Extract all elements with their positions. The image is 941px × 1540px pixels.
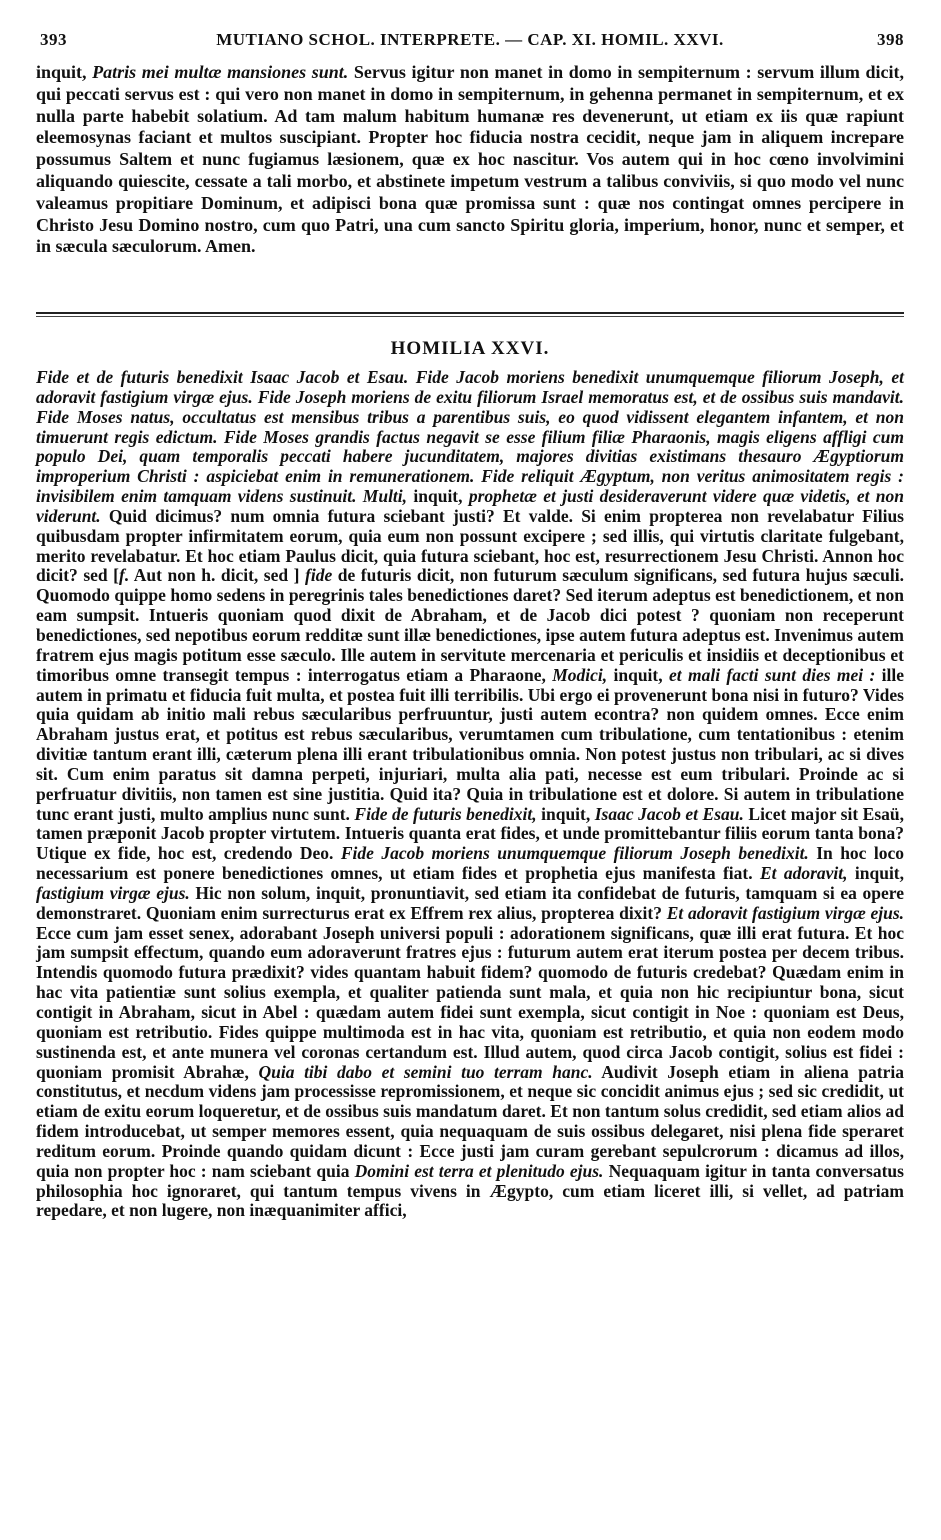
section-divider (36, 312, 904, 314)
section-divider-thin (36, 316, 904, 317)
page-number-left: 393 (40, 30, 67, 49)
running-header (36, 30, 904, 54)
page-number-right: 398 (877, 30, 904, 49)
previous-homily-ending: inquit, Patris mei multæ mansiones sunt. Servus igitur non manet in domo in sempiternum : servum illum dicit, qui peccati servus est : qui vero non manet in domo in sempiternum, in gehenna permanet in sempiternum, et ex nulla parte habebit solatium. Ad tam malum habitum humanæ res devenerunt, ut etiam ex iis quæ rapiunt eleemosynas faciant et multos suscipiant. Propter hoc fiducia nostra cecidit, neque jam in aliquem increpare possumus Saltem et nunc fugiamus læsionem, quæ ex hoc nascitur. Vos autem qui in hoc cœno involvimini aliquando quiescite, cessate a tali morbo, et abstinete impetum vestrum a talibus conviviis, si quo modo vel nunc valeamus propitiare Dominum, et adipisci bona quæ promissa sunt : quæ nos contingat omnes percipere in Christo Jesu Domino nostro, cum quo Patri, una cum sancto Spiritu gloria, imperium, honor, nunc et semper, et in sæcula sæculorum. Amen. (36, 62, 905, 257)
homily-title: HOMILIA XXVI. (390, 338, 550, 359)
running-title: MUTIANO SCHOL. INTERPRETE. — CAP. XI. HOMIL. XXVI. (216, 30, 724, 49)
homily-body: Fide et de futuris benedixit Isaac Jacob et Esau. Fide Jacob moriens benedixit unumquemque filiorum Joseph, et adoravit fastigium virgæ ejus. Fide Joseph moriens de exitu filiorum Israel memoratus est, et de ossibus suis mandavit. Fide Moses natus, occultatus est mensibus tribus a parentibus suis, eo quod vidissent elegantem infantem, et non timuerunt regis edictum. Fide Moses grandis factus negavit se esse filium filiæ Pharaonis, magis eligens affligi cum populo Dei, quam temporalis peccati habere jucunditatem, majores divitias existimans thesauro Ægyptiorum improperium Christi : aspiciebat enim in remunerationem. Fide reliquit Ægyptum, non veritus animositatem regis : invisibilem enim tamquam videns sustinuit. Multi, inquit, prophetæ et justi desideraverunt videre quæ videtis, et non viderunt. Quid dicimus? num omnia futura sciebant justi? Et valde. Si enim propterea non revelabatur Filius quibusdam propter infirmitatem eorum, quia eum non possunt excipere ; sed illis, qui virtutis claritate fulgebant, merito revelabatur. Et hoc etiam Paulus dicit, quia futura sciebant, hoc est, resurrectionem Jesu Christi. Annon hoc dicit? sed [f. Aut non h. dicit, sed ] fide de futuris dicit, non futurum sæculum significans, sed futura hujus sæculi. Quomodo quippe homo sedens in peregrinis tales benedictiones daret? Sed iterum adeptus est benedictionem, et non eam sumpsit. Intueris quoniam quod dixit de Abraham, et de Jacob dici potest ? quoniam non receperunt benedictiones, sed nepotibus eorum redditæ sunt illæ benedictiones, ipse autem futura adeptus est. Invenimus autem fratrem ejus magis potitum esse sæculo. Ille autem in servitute mercenaria et periculis et insidiis et deceptionibus et timoribus omne transegit tempus : interrogatus etiam a Pharaone, Modici, inquit, et mali facti sunt dies mei : ille autem in primatu et fiducia fuit multa, et postea fuit illi terribilis. Ubi ergo ei provenerunt bona nisi in futuro? Vides quia quidam ab initio mali rebus sæcularibus perfruuntur, justi autem econtra? non quidem omnes. Ecce enim Abraham justus erat, et potitus est rebus sæcularibus, verumtamen cum tribulatione, cum tentationibus : etenim divitiæ tantum erant illi, cæterum plena illi erant tribulationibus omnia. Non potest justus non tribulari, ac si dives sit. Cum enim paratus sit damna perpeti, injuriari, multa alia pati, necesse est eum tribulari. Proinde ac si perfruatur divitiis, non tamen est sine justitia. Quid ita? Quia in tribulatione est et dolore. Si autem in tribulatione tunc erant justi, multo amplius nunc sunt. Fide de futuris benedixit, inquit, Isaac Jacob et Esau. Licet major sit Esaü, tamen præponit Jacob propter virtutem. Intueris quanta erat fides, et unde promittebantur filiis eorum tanta bona? Utique ex fide, hoc est, credendo Deo. Fide Jacob moriens unumquemque filiorum Joseph benedixit. In hoc loco necessarium est ponere benedictiones omnes, ut etiam fides et prophetia ejus manifesta fiat. Et adoravit, inquit, fastigium virgæ ejus. Hic non solum, inquit, pronuntiavit, sed etiam ita confidebat de futuris, tamquam si ea opere demonstraret. Quoniam enim surrecturus erat ex Effrem rex alius, propterea dixit? Et adoravit fastigium virgæ ejus. Ecce cum jam esset senex, adorabant Joseph universi populi : adorationem significans, quæ illi erat futura. Et hoc jam sumpsit effectum, quando eum adoraverunt fratres ejus : futurum autem erat iterum postea per decem tribus. Intendis quomodo futura prædixit? vides quantam habuit fidem? quomodo de futuris credebat? Quædam enim in hac vita patientiæ sunt solius exempla, et qualiter patienda sunt mala, et quia non hic recipiuntur bona, sicut contigit in Abraham, sicut in Abel : quædam autem fidei sunt exempla, sicut contigit in Noe : quoniam est Deus, quoniam est retributio. Fides quippe multimoda est in hac vita, quoniam est retributio, et quia non eodem modo sustinenda est, et ante munera vel coronas certandum est. Illud autem, quod circa Jacob contigit, solius est fidei : quoniam promisit Abrahæ, Quia tibi dabo et semini tuo terram hanc. Audivit Joseph etiam in aliena patria constitutus, et necdum videns jam processisse repromissionem, et neque sic concidit animus ejus ; sed sic credidit, ut etiam de exitu eorum loqueretur, et de ossibus suis mandatum daret. Et non tantum solus credidit, sed etiam alios ad fidem introducebat, ut semper memores essent, quia nequaquam de suis ossibus delegaret, nisi plena fide speraret reditum eorum. Proinde quando quidam dicunt : Ecce justi jam curam gerebant sepulcrorum : dicamus ad illos, quia non propter hoc : nam sciebant quia Domini est terra et plenitudo ejus. Nequaquam igitur in tanta conversatus philosophia hoc ignoraret, qui tantum tempus vivens in Ægypto, cum etiam liceret illi, si vellet, ad patriam repedare, et non lugere, non inæquanimiter affici, (36, 367, 905, 1221)
